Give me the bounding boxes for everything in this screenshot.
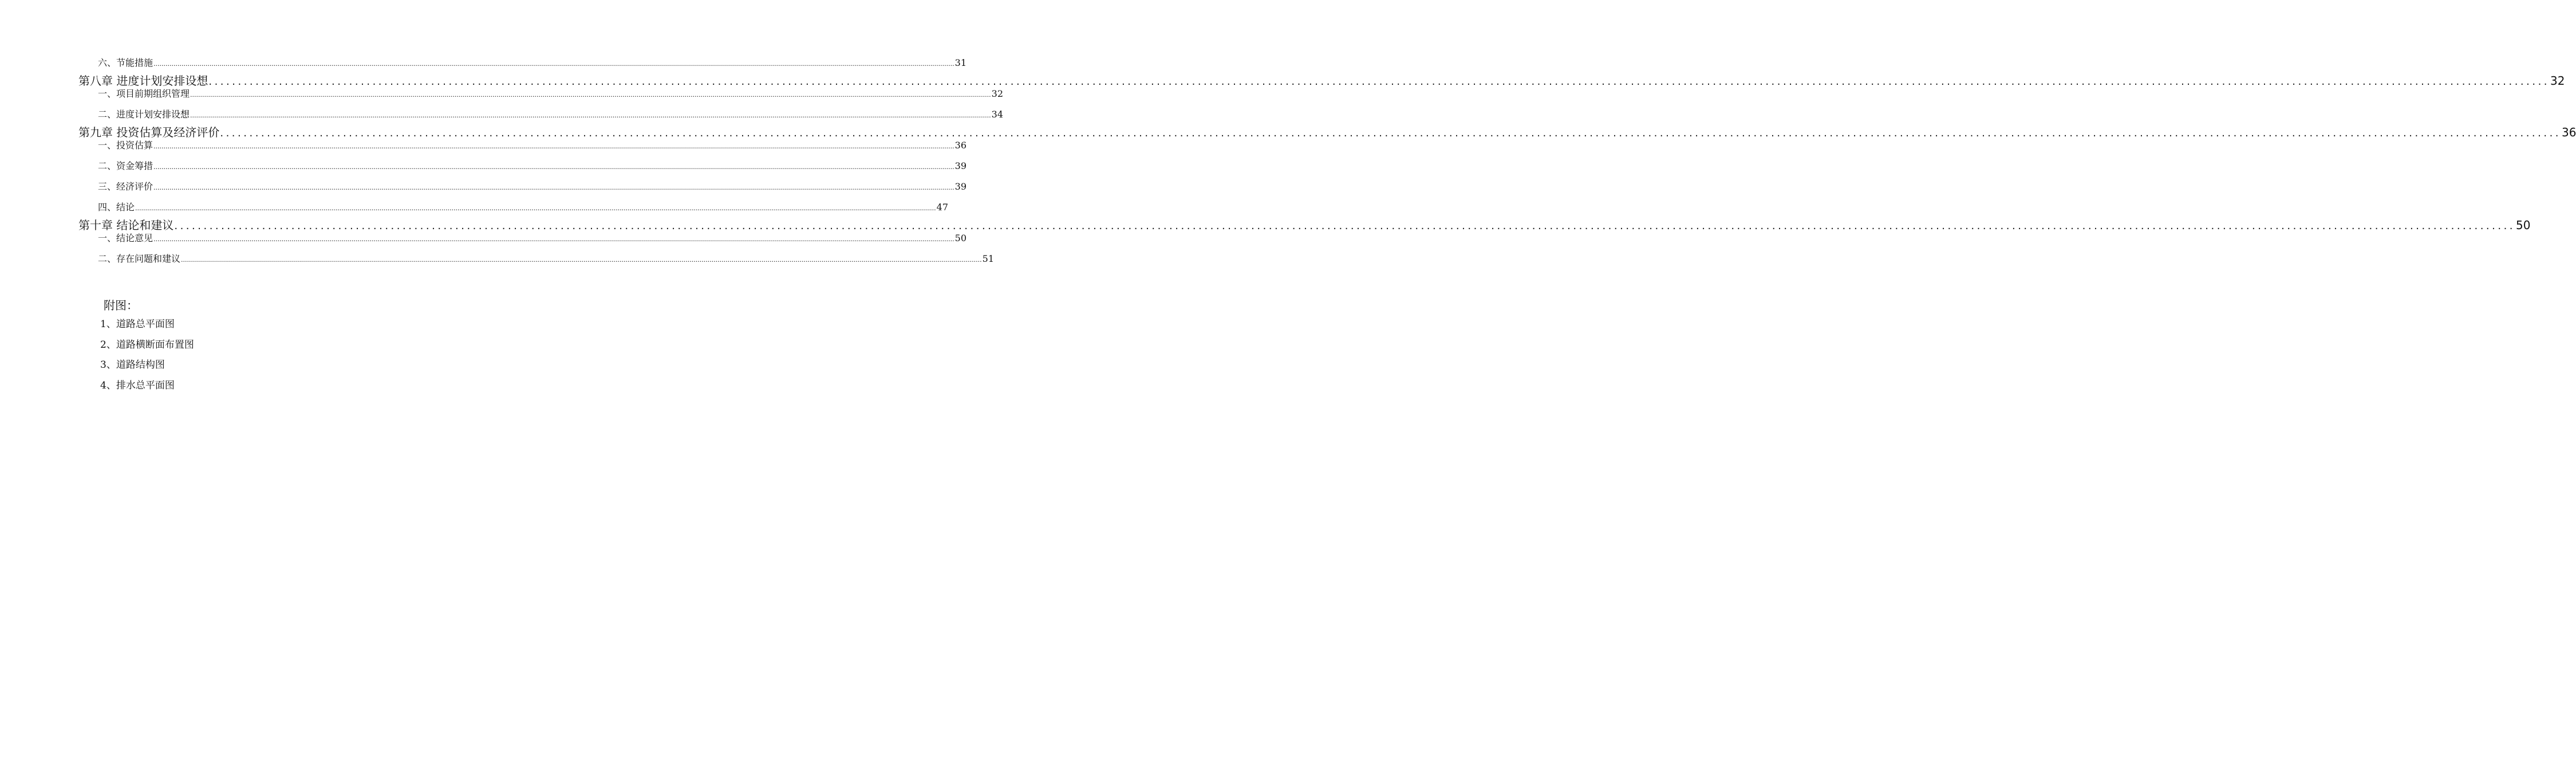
toc-entry-label: 四、结论 [98,202,135,213]
toc-entry-page: 32 [991,88,1004,99]
toc-entry-label: 第九章 投资估算及经济评价 [78,125,220,139]
toc-entry-label: 二、资金筹措 [98,160,153,171]
dot-leader: ................................................................................................................................................................................................................................................................................................................................................................................................................ [153,163,954,171]
dot-leader: ................................................................................................................................................................................................................................................................................................................................................................................................................ [181,256,982,264]
dot-leader: ................................................................................................................................................................................................................................................................................................................................................................................................................ [190,112,991,119]
appendix-item: 2、道路横断面布置图 [100,339,194,351]
dot-leader: ................................................................................................................................................................................................................................................................................................................................................................................................................ [153,60,954,68]
dot-leader: ................................................................................................................................................................................................................................................................................................................................................................................................................ [153,184,954,191]
toc-entry-page: 36 [2562,125,2576,139]
toc-entry-chapter[interactable] [78,218,2531,233]
toc-entry-page: 47 [936,202,949,213]
appendix-title: 附图： [104,298,138,312]
toc-entry-page: 51 [982,253,995,264]
dot-leader: ................................................................................................................................................................................................................................................................................................................................................................................................................ [208,76,2550,88]
appendix-item: 4、排水总平面图 [100,379,175,391]
appendix-figures [100,297,194,399]
toc-entry-label: 第八章 进度计划安排设想 [78,74,208,88]
dot-leader: ................................................................................................................................................................................................................................................................................................................................................................................................................ [220,127,2562,139]
dot-leader: ................................................................................................................................................................................................................................................................................................................................................................................................................ [190,91,991,99]
dot-leader: ................................................................................................................................................................................................................................................................................................................................................................................................................ [174,220,2516,232]
toc-entry-page: 50 [954,233,967,243]
toc-entry-label: 一、投资估算 [98,140,153,151]
toc-entry-chapter[interactable] [78,125,2576,140]
toc-entry-section[interactable] [78,233,967,244]
toc-entry-section[interactable] [78,140,967,151]
toc-entry-section[interactable] [78,160,967,172]
table-of-contents [78,57,2576,274]
toc-entry-label: 二、进度计划安排设想 [98,109,190,120]
toc-entry-page: 31 [954,57,967,68]
dot-leader: ................................................................................................................................................................................................................................................................................................................................................................................................................ [153,143,954,150]
toc-entry-section[interactable] [78,202,949,213]
appendix-item: 3、道路结构图 [100,359,165,371]
toc-entry-section[interactable] [78,57,967,69]
toc-entry-label: 二、存在问题和建议 [98,253,181,264]
dot-leader: ................................................................................................................................................................................................................................................................................................................................................................................................................ [135,205,936,212]
toc-entry-section[interactable] [78,181,967,192]
toc-entry-page: 39 [954,181,967,192]
toc-entry-section[interactable] [78,109,1004,120]
toc-entry-label: 六、节能措施 [98,57,153,68]
toc-entry-page: 32 [2550,74,2565,88]
appendix-item: 1、道路总平面图 [100,319,175,330]
toc-entry-chapter[interactable] [78,73,2565,88]
toc-entry-page: 39 [954,160,967,171]
toc-entry-page: 34 [991,109,1004,120]
toc-entry-label: 第十章 结论和建议 [78,218,174,232]
toc-entry-section[interactable] [78,253,995,265]
toc-entry-label: 一、项目前期组织管理 [98,88,190,99]
toc-entry-label: 三、经济评价 [98,181,153,192]
toc-entry-page: 36 [954,140,967,151]
toc-entry-page: 50 [2516,218,2531,232]
toc-entry-section[interactable] [78,88,1004,100]
toc-entry-label: 一、结论意见 [98,233,153,243]
dot-leader: ................................................................................................................................................................................................................................................................................................................................................................................................................ [153,235,954,243]
